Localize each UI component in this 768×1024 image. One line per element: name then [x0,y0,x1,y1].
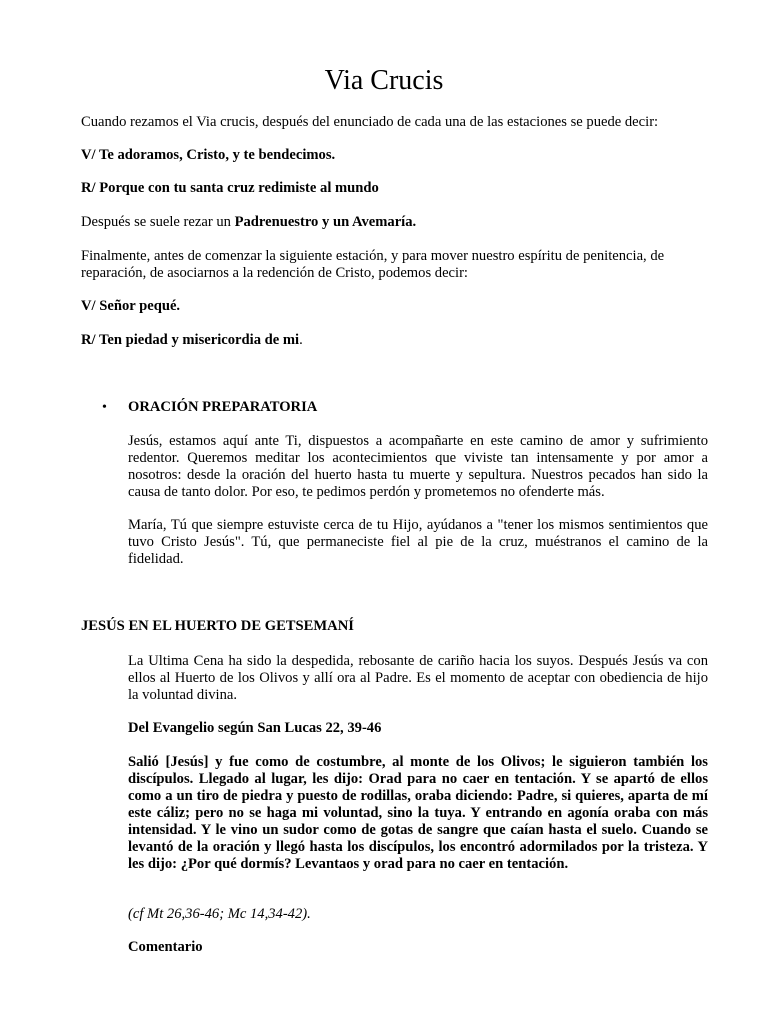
versicle-adoration: V/ Te adoramos, Cristo, y te bendecimos. [81,147,336,163]
after-prayer-text: Después se suele rezar un [81,214,235,230]
preparatory-paragraph-2: María, Tú que siempre estuviste cerca de tu Hijo, ayúdanos a "tener los mismos sentimientos que tuvo Cristo Jesús". Tú, que permaneciste fiel al pie de la cruz, muéstranos el camino de la fidelidad. [128,517,708,567]
comment-heading: Comentario [128,939,203,955]
after-prayer-paragraph [81,214,709,231]
station-heading: JESÚS EN EL HUERTO DE GETSEMANÍ [81,618,354,634]
gospel-text: Salió [Jesús] y fue como de costumbre, al monte de los Olivos; le siguieron también los discípulos. Llegado al lugar, les dijo: Orad para no caer en tentación. Y se apartó de ellos como a un tiro de piedra y puesto de rodillas, oraba diciendo: Padre, si quieres, aparta de mí este cáliz; pero no se haga mi voluntad, sino la tuya. Y entrando en agonía oraba con más intensidad. Y le vino un sudor como de gotas de sangre que caían hasta el suelo. Cuando se levantó de la oración y llegó hasta los discípulos, los encontró adormilados por la tristeza. Y les dijo: ¿Por qué dormís? Levantaos y orad para no caer en tentación. [128,754,708,872]
bullet-icon: • [102,400,107,415]
gospel-reference: Del Evangelio según San Lucas 22, 39-46 [128,720,382,736]
versicle-sin: V/ Señor pequé. [81,298,181,314]
finally-paragraph: Finalmente, antes de comenzar la siguiente estación, y para mover nuestro espíritu de penitencia, de reparación, de asociarnos a la redención de Cristo, podemos decir: [81,248,665,281]
after-prayer-bold: Padrenuestro y un Avemaría. [234,214,417,230]
station-intro-paragraph: La Ultima Cena ha sido la despedida, rebosante de cariño hacia los suyos. Después Jesús va con ellos al Huerto de los Olivos y allí ora al Padre. Es el momento de aceptar con obediencia de hijo la voluntad divina. [128,653,708,703]
response-redemption: R/ Porque con tu santa cruz redimiste al mundo [81,180,379,196]
document-title: Via Crucis [324,65,444,96]
response-mercy-tail: . [299,332,303,348]
preparatory-heading: ORACIÓN PREPARATORIA [128,399,318,415]
response-mercy-bold: R/ Ten piedad y misericordia de mi [81,332,300,348]
cross-reference: (cf Mt 26,36-46; Mc 14,34-42). [128,906,311,922]
intro-paragraph: Cuando rezamos el Via crucis, después del enunciado de cada una de las estaciones se puede decir: [81,114,659,130]
preparatory-paragraph-1: Jesús, estamos aquí ante Ti, dispuestos a acompañarte en este camino de amor y sufrimiento redentor. Queremos meditar los acontecimientos que viviste tan intensamente y por amor a nosotros: desde la oración del huerto hasta tu muerte y sepultura. Nuestros pecados han sido la causa de tanto dolor. Por eso, te pedimos perdón y prometemos no ofenderte más. [128,433,708,500]
response-mercy [81,332,709,349]
